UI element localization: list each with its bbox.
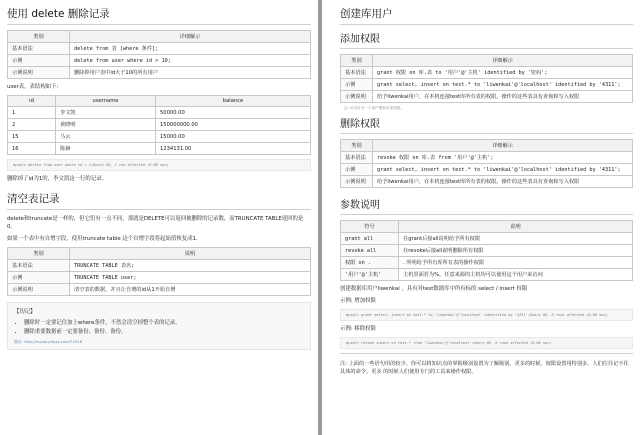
section-divider bbox=[7, 209, 311, 210]
tip-box bbox=[7, 302, 311, 350]
table-cell: '用户'@'主机' bbox=[341, 269, 399, 281]
table-cell: 基本语法 bbox=[341, 67, 373, 79]
table-cell: 基本语法 bbox=[341, 152, 373, 164]
table-cell: 李文凯 bbox=[56, 107, 156, 119]
table-cell: 陈赫 bbox=[56, 143, 156, 155]
table-header: 类别 bbox=[341, 140, 373, 152]
page-title-delete: 使用 delete 删除记录 bbox=[7, 8, 110, 20]
delete-result-text: 删除掉了id为1的，李文凯这一行的记录。 bbox=[7, 176, 107, 182]
table-cell: 在grant后接all说明给予所有权限 bbox=[399, 233, 633, 245]
table-cell: . 所明给予所有库所有表的操作权限 bbox=[399, 257, 633, 269]
truncate-syntax-table bbox=[7, 247, 311, 296]
table-row bbox=[341, 257, 633, 269]
table-row bbox=[8, 284, 311, 296]
table-row bbox=[341, 79, 633, 91]
table-cell: grant all bbox=[341, 233, 399, 245]
table-cell: delete from 表 [where 条件]; bbox=[70, 43, 311, 55]
table-header: 说明 bbox=[399, 221, 633, 233]
source-link[interactable]: 摘自: http://mysql.phpxy.com/74316 bbox=[14, 339, 83, 344]
table-row bbox=[341, 152, 633, 164]
footer-divider bbox=[340, 353, 633, 354]
table-cell: grant 权限 on 库.表 to '用户'@'主机' identified by '密码'; bbox=[373, 67, 633, 79]
section-divider bbox=[340, 133, 633, 134]
table-cell: delete from user where id > 10; bbox=[70, 55, 311, 67]
revoke-syntax-table bbox=[340, 139, 633, 188]
list-item: • 删除时一定要记住加上where条件，不然会清空掉整个表的记录。 bbox=[24, 319, 304, 328]
table-cell: grant select, insert on test.* to 'liwenkai'@'localhost' identified by '4311'; bbox=[373, 79, 633, 91]
table-header: 符号 bbox=[341, 221, 399, 233]
table-cell: TRUNCATE TABLE 表名; bbox=[70, 260, 311, 272]
table-cell: 给予liwenkai用户，在本机连接test库所有表的权限。操作的这些表具有查询和写入权限 bbox=[373, 176, 633, 188]
table-cell: 示例 bbox=[341, 79, 373, 91]
table-cell: 16 bbox=[8, 143, 56, 155]
table-cell: 基本语法 bbox=[8, 43, 70, 55]
table-header: 类别 bbox=[8, 248, 70, 260]
table-header: 详细解示 bbox=[373, 140, 633, 152]
table-cell: 示例说明 bbox=[341, 91, 373, 103]
table-cell: 示例 bbox=[341, 164, 373, 176]
table-header: 详细解示 bbox=[70, 31, 311, 43]
param-table bbox=[340, 220, 633, 281]
page-title-user: 创建库用户 bbox=[340, 8, 393, 20]
table-row bbox=[8, 67, 311, 79]
table-row bbox=[8, 55, 311, 67]
list-item: • 删除重要数据前一定要备份、备份、备份。 bbox=[24, 328, 304, 337]
table-cell: 15000.00 bbox=[156, 131, 311, 143]
table-cell: 示例说明 bbox=[8, 284, 70, 296]
table-cell: TRUNCATE TABLE user; bbox=[70, 272, 311, 284]
example-add-label: 示例: 增加权限 bbox=[340, 298, 376, 304]
table-header: 说明 bbox=[70, 248, 311, 260]
table-row bbox=[8, 272, 311, 284]
table-header: id bbox=[8, 96, 56, 107]
table-cell: 示例说明 bbox=[8, 67, 70, 79]
table-row bbox=[341, 91, 633, 103]
table-cell: 示例 bbox=[8, 272, 70, 284]
section-divider bbox=[340, 48, 633, 49]
left-page bbox=[0, 0, 318, 435]
table-cell: 50000.00 bbox=[156, 107, 311, 119]
footer-note: 注: 上面的一些语句用的较少。你可以将知识点的掌握级别设置为了解级别。更多的时候，权限设置用特别多，人们往往记不住具体的命令。更多 的时候人们使用专门的工具来操作权限。 bbox=[340, 361, 629, 375]
grant-syntax-table bbox=[340, 54, 633, 103]
code-block-delete: mysql> delete from user where id = 1;Query OK, 1 row affected (0.08 sec) bbox=[7, 159, 311, 171]
table-cell: 示例 bbox=[8, 55, 70, 67]
table-row bbox=[341, 245, 633, 257]
code-block-revoke: mysql> revoke insert on test.* from 'liwenkai'@'localhost';Query OK, 0 rows affected (0.00 sec) bbox=[340, 337, 633, 349]
table-cell: 1 bbox=[8, 107, 56, 119]
section-title-truncate: 清空表记录 bbox=[7, 193, 60, 205]
title-divider bbox=[7, 24, 311, 25]
table-cell: 清空表的数据，并且让自增的id从1开始自增 bbox=[70, 284, 311, 296]
right-page bbox=[322, 0, 640, 435]
table-row bbox=[8, 260, 311, 272]
table-cell: grant select, insert on test.* to 'liwenkai'@'localhost' identified by '4311'; bbox=[373, 164, 633, 176]
tip-title: 【切记】 bbox=[14, 309, 36, 315]
table-row bbox=[8, 143, 311, 155]
truncate-paragraph-1: delete和truncate是一样的，但它们有一点不同，那就是DELETE可以返回被删除的记录数，而TRUNCATE TABLE返回的是0。 bbox=[7, 216, 304, 230]
table-cell: revoke all bbox=[341, 245, 399, 257]
table-cell: 150000000.00 bbox=[156, 119, 311, 131]
table-row bbox=[341, 176, 633, 188]
example-remove-label: 示例: 移除权限 bbox=[340, 326, 376, 332]
table-cell: 主机里面若为%。任意来源的主机均可以使用这个用户来访问 bbox=[399, 269, 633, 281]
table-row bbox=[341, 67, 633, 79]
table-cell: 权限 on . bbox=[341, 257, 399, 269]
table-header: balance bbox=[156, 96, 311, 107]
code-block-grant: mysql> grant select, insert on test.* to 'liwenkai'@'localhost' identified by '4311';Query OK, 0 rows affected (0.00 sec) bbox=[340, 309, 633, 321]
table-cell: 1234131.00 bbox=[156, 143, 311, 155]
table-cell: 2 bbox=[8, 119, 56, 131]
truncate-paragraph-2: 如果一个表中有自增字段，使用truncate table 这个自增字段将起始值恢复成1. bbox=[7, 236, 198, 242]
table-cell: 示例说明 bbox=[341, 176, 373, 188]
delete-syntax-table bbox=[7, 30, 311, 79]
table-cell: 给予liwenkai用户，在本机连接test库所有表的权限。操作的这些表具有查询和写入权限 bbox=[373, 91, 633, 103]
grant-note: 注: 可以针对一个用户增加多条权限。 bbox=[344, 106, 404, 110]
table-row bbox=[341, 269, 633, 281]
table-header: 类别 bbox=[341, 55, 373, 67]
section-title-remove: 删除权限 bbox=[340, 119, 380, 130]
table-cell: revoke 权限 on 库.表 from '用户'@'主机'; bbox=[373, 152, 633, 164]
tip-list bbox=[24, 319, 304, 336]
table-cell: 基本语法 bbox=[8, 260, 70, 272]
table-row bbox=[8, 131, 311, 143]
table-header: username bbox=[56, 96, 156, 107]
table-row bbox=[8, 43, 311, 55]
table-cell: 删除掉用户表中id大于10的所有用户 bbox=[70, 67, 311, 79]
table-cell: 15 bbox=[8, 131, 56, 143]
section-title-params: 参数说明 bbox=[340, 200, 380, 211]
table-cell: 黄晓明 bbox=[56, 119, 156, 131]
table-row bbox=[341, 164, 633, 176]
table-row bbox=[341, 233, 633, 245]
table-cell: 马云 bbox=[56, 131, 156, 143]
user-table-intro: user表，表结构如下: bbox=[7, 84, 59, 90]
table-row bbox=[8, 119, 311, 131]
section-title-add: 添加权限 bbox=[340, 34, 380, 45]
table-cell: 在revoke后接all说明删除所有权限 bbox=[399, 245, 633, 257]
create-user-paragraph: 创建数据库用户liwenkai ，具有对test数据库中所有标的 select / insert 权限 bbox=[340, 286, 528, 292]
table-header: 类别 bbox=[8, 31, 70, 43]
user-data-table bbox=[7, 95, 311, 155]
title-divider bbox=[340, 24, 633, 25]
table-row bbox=[8, 107, 311, 119]
section-divider bbox=[340, 214, 633, 215]
table-header: 详细解示 bbox=[373, 55, 633, 67]
